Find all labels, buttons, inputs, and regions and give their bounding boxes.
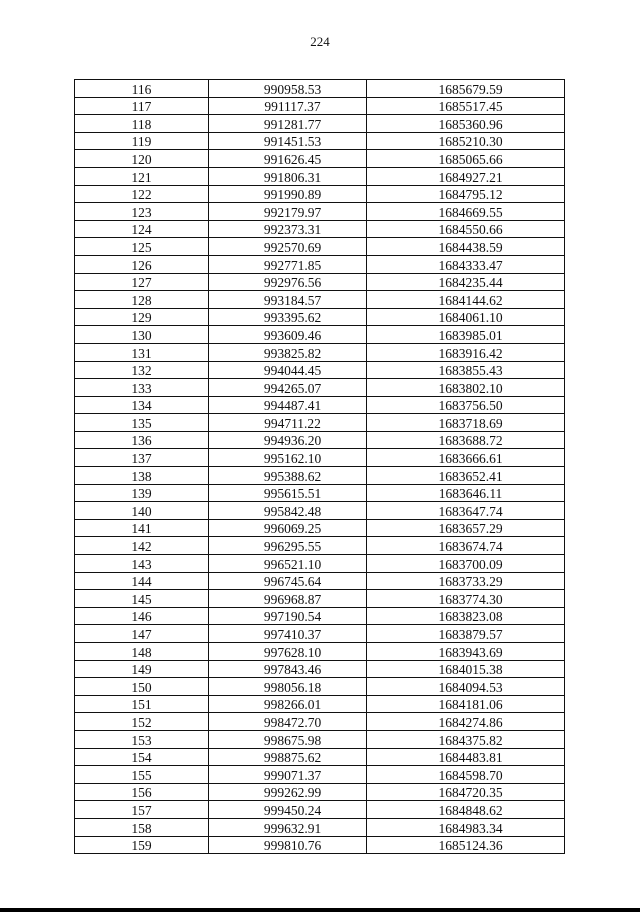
point-number-cell: 155 [75,766,209,784]
y-coordinate-cell: 1683657.29 [367,519,565,537]
table-row [75,414,565,432]
y-coordinate-cell: 1683985.01 [367,326,565,344]
table-row [75,115,565,133]
y-coordinate-cell: 1684927.21 [367,167,565,185]
x-coordinate-cell: 995162.10 [209,449,367,467]
point-number-cell: 149 [75,660,209,678]
y-coordinate-cell: 1683733.29 [367,572,565,590]
point-number-cell: 119 [75,132,209,150]
point-number-cell: 130 [75,326,209,344]
y-coordinate-cell: 1683855.43 [367,361,565,379]
point-number-cell: 122 [75,185,209,203]
point-number-cell: 139 [75,484,209,502]
y-coordinate-cell: 1684274.86 [367,713,565,731]
y-coordinate-cell: 1683688.72 [367,431,565,449]
x-coordinate-cell: 997628.10 [209,643,367,661]
x-coordinate-cell: 998675.98 [209,730,367,748]
table-row [75,695,565,713]
y-coordinate-cell: 1685065.66 [367,150,565,168]
table-row [75,379,565,397]
table-row [75,836,565,854]
y-coordinate-cell: 1684235.44 [367,273,565,291]
point-number-cell: 147 [75,625,209,643]
table-row [75,801,565,819]
point-number-cell: 154 [75,748,209,766]
point-number-cell: 148 [75,643,209,661]
table-row [75,555,565,573]
x-coordinate-cell: 992179.97 [209,203,367,221]
y-coordinate-cell: 1685124.36 [367,836,565,854]
y-coordinate-cell: 1683802.10 [367,379,565,397]
point-number-cell: 152 [75,713,209,731]
table-row [75,291,565,309]
x-coordinate-cell: 997843.46 [209,660,367,678]
x-coordinate-cell: 998266.01 [209,695,367,713]
x-coordinate-cell: 992976.56 [209,273,367,291]
table-row [75,607,565,625]
y-coordinate-cell: 1683774.30 [367,590,565,608]
x-coordinate-cell: 996745.64 [209,572,367,590]
table-row [75,467,565,485]
point-number-cell: 143 [75,555,209,573]
x-coordinate-cell: 999450.24 [209,801,367,819]
y-coordinate-cell: 1685679.59 [367,80,565,98]
x-coordinate-cell: 999810.76 [209,836,367,854]
x-coordinate-cell: 995842.48 [209,502,367,520]
y-coordinate-cell: 1685360.96 [367,115,565,133]
table-row [75,660,565,678]
y-coordinate-cell: 1683756.50 [367,396,565,414]
y-coordinate-cell: 1683718.69 [367,414,565,432]
table-row [75,203,565,221]
point-number-cell: 134 [75,396,209,414]
table-row [75,818,565,836]
x-coordinate-cell: 998472.70 [209,713,367,731]
table-row [75,484,565,502]
point-number-cell: 123 [75,203,209,221]
point-number-cell: 141 [75,519,209,537]
table-row [75,396,565,414]
y-coordinate-cell: 1684061.10 [367,308,565,326]
point-number-cell: 137 [75,449,209,467]
x-coordinate-cell: 993825.82 [209,343,367,361]
table-row [75,255,565,273]
coordinate-table-body [75,80,565,854]
x-coordinate-cell: 994487.41 [209,396,367,414]
x-coordinate-cell: 995388.62 [209,467,367,485]
table-row [75,590,565,608]
point-number-cell: 129 [75,308,209,326]
x-coordinate-cell: 992771.85 [209,255,367,273]
table-row [75,220,565,238]
point-number-cell: 158 [75,818,209,836]
table-row [75,238,565,256]
x-coordinate-cell: 991281.77 [209,115,367,133]
point-number-cell: 135 [75,414,209,432]
x-coordinate-cell: 996295.55 [209,537,367,555]
point-number-cell: 157 [75,801,209,819]
point-number-cell: 138 [75,467,209,485]
point-number-cell: 153 [75,730,209,748]
x-coordinate-cell: 994044.45 [209,361,367,379]
y-coordinate-cell: 1683700.09 [367,555,565,573]
y-coordinate-cell: 1684181.06 [367,695,565,713]
point-number-cell: 118 [75,115,209,133]
page-number: 224 [310,34,330,49]
x-coordinate-cell: 991990.89 [209,185,367,203]
table-row [75,326,565,344]
table-row [75,643,565,661]
y-coordinate-cell: 1684720.35 [367,783,565,801]
y-coordinate-cell: 1684795.12 [367,185,565,203]
coordinate-table [74,79,565,854]
point-number-cell: 136 [75,431,209,449]
table-row [75,167,565,185]
y-coordinate-cell: 1683674.74 [367,537,565,555]
point-number-cell: 146 [75,607,209,625]
x-coordinate-cell: 993609.46 [209,326,367,344]
x-coordinate-cell: 992570.69 [209,238,367,256]
point-number-cell: 117 [75,97,209,115]
point-number-cell: 116 [75,80,209,98]
table-row [75,625,565,643]
y-coordinate-cell: 1684598.70 [367,766,565,784]
point-number-cell: 126 [75,255,209,273]
point-number-cell: 144 [75,572,209,590]
x-coordinate-cell: 990958.53 [209,80,367,98]
x-coordinate-cell: 994265.07 [209,379,367,397]
y-coordinate-cell: 1684015.38 [367,660,565,678]
point-number-cell: 151 [75,695,209,713]
y-coordinate-cell: 1684669.55 [367,203,565,221]
point-number-cell: 140 [75,502,209,520]
point-number-cell: 133 [75,379,209,397]
x-coordinate-cell: 996521.10 [209,555,367,573]
x-coordinate-cell: 992373.31 [209,220,367,238]
point-number-cell: 128 [75,291,209,309]
y-coordinate-cell: 1684375.82 [367,730,565,748]
x-coordinate-cell: 997190.54 [209,607,367,625]
x-coordinate-cell: 999632.91 [209,818,367,836]
x-coordinate-cell: 998056.18 [209,678,367,696]
x-coordinate-cell: 993395.62 [209,308,367,326]
table-row [75,80,565,98]
table-row [75,766,565,784]
scan-bottom-edge [0,908,640,912]
y-coordinate-cell: 1684550.66 [367,220,565,238]
point-number-cell: 132 [75,361,209,379]
y-coordinate-cell: 1683652.41 [367,467,565,485]
point-number-cell: 156 [75,783,209,801]
x-coordinate-cell: 991626.45 [209,150,367,168]
x-coordinate-cell: 991117.37 [209,97,367,115]
x-coordinate-cell: 996069.25 [209,519,367,537]
table-row [75,150,565,168]
x-coordinate-cell: 999071.37 [209,766,367,784]
table-row [75,431,565,449]
y-coordinate-cell: 1684483.81 [367,748,565,766]
table-row [75,713,565,731]
y-coordinate-cell: 1683916.42 [367,343,565,361]
point-number-cell: 125 [75,238,209,256]
table-row [75,730,565,748]
table-row [75,185,565,203]
x-coordinate-cell: 991806.31 [209,167,367,185]
point-number-cell: 127 [75,273,209,291]
x-coordinate-cell: 997410.37 [209,625,367,643]
point-number-cell: 159 [75,836,209,854]
x-coordinate-cell: 994936.20 [209,431,367,449]
table-row [75,678,565,696]
y-coordinate-cell: 1685517.45 [367,97,565,115]
x-coordinate-cell: 994711.22 [209,414,367,432]
point-number-cell: 142 [75,537,209,555]
y-coordinate-cell: 1683646.11 [367,484,565,502]
table-row [75,537,565,555]
table-row [75,97,565,115]
point-number-cell: 145 [75,590,209,608]
x-coordinate-cell: 991451.53 [209,132,367,150]
point-number-cell: 120 [75,150,209,168]
y-coordinate-cell: 1684094.53 [367,678,565,696]
y-coordinate-cell: 1685210.30 [367,132,565,150]
table-row [75,132,565,150]
y-coordinate-cell: 1684144.62 [367,291,565,309]
point-number-cell: 121 [75,167,209,185]
point-number-cell: 150 [75,678,209,696]
table-row [75,361,565,379]
y-coordinate-cell: 1683666.61 [367,449,565,467]
table-row [75,273,565,291]
y-coordinate-cell: 1683879.57 [367,625,565,643]
table-row [75,502,565,520]
table-row [75,748,565,766]
table-row [75,572,565,590]
x-coordinate-cell: 996968.87 [209,590,367,608]
y-coordinate-cell: 1683647.74 [367,502,565,520]
y-coordinate-cell: 1684983.34 [367,818,565,836]
table-row [75,783,565,801]
point-number-cell: 131 [75,343,209,361]
table-row [75,449,565,467]
x-coordinate-cell: 995615.51 [209,484,367,502]
table-row [75,343,565,361]
x-coordinate-cell: 993184.57 [209,291,367,309]
table-row [75,308,565,326]
y-coordinate-cell: 1684438.59 [367,238,565,256]
y-coordinate-cell: 1684848.62 [367,801,565,819]
point-number-cell: 124 [75,220,209,238]
y-coordinate-cell: 1683943.69 [367,643,565,661]
table-row [75,519,565,537]
y-coordinate-cell: 1683823.08 [367,607,565,625]
x-coordinate-cell: 998875.62 [209,748,367,766]
x-coordinate-cell: 999262.99 [209,783,367,801]
y-coordinate-cell: 1684333.47 [367,255,565,273]
